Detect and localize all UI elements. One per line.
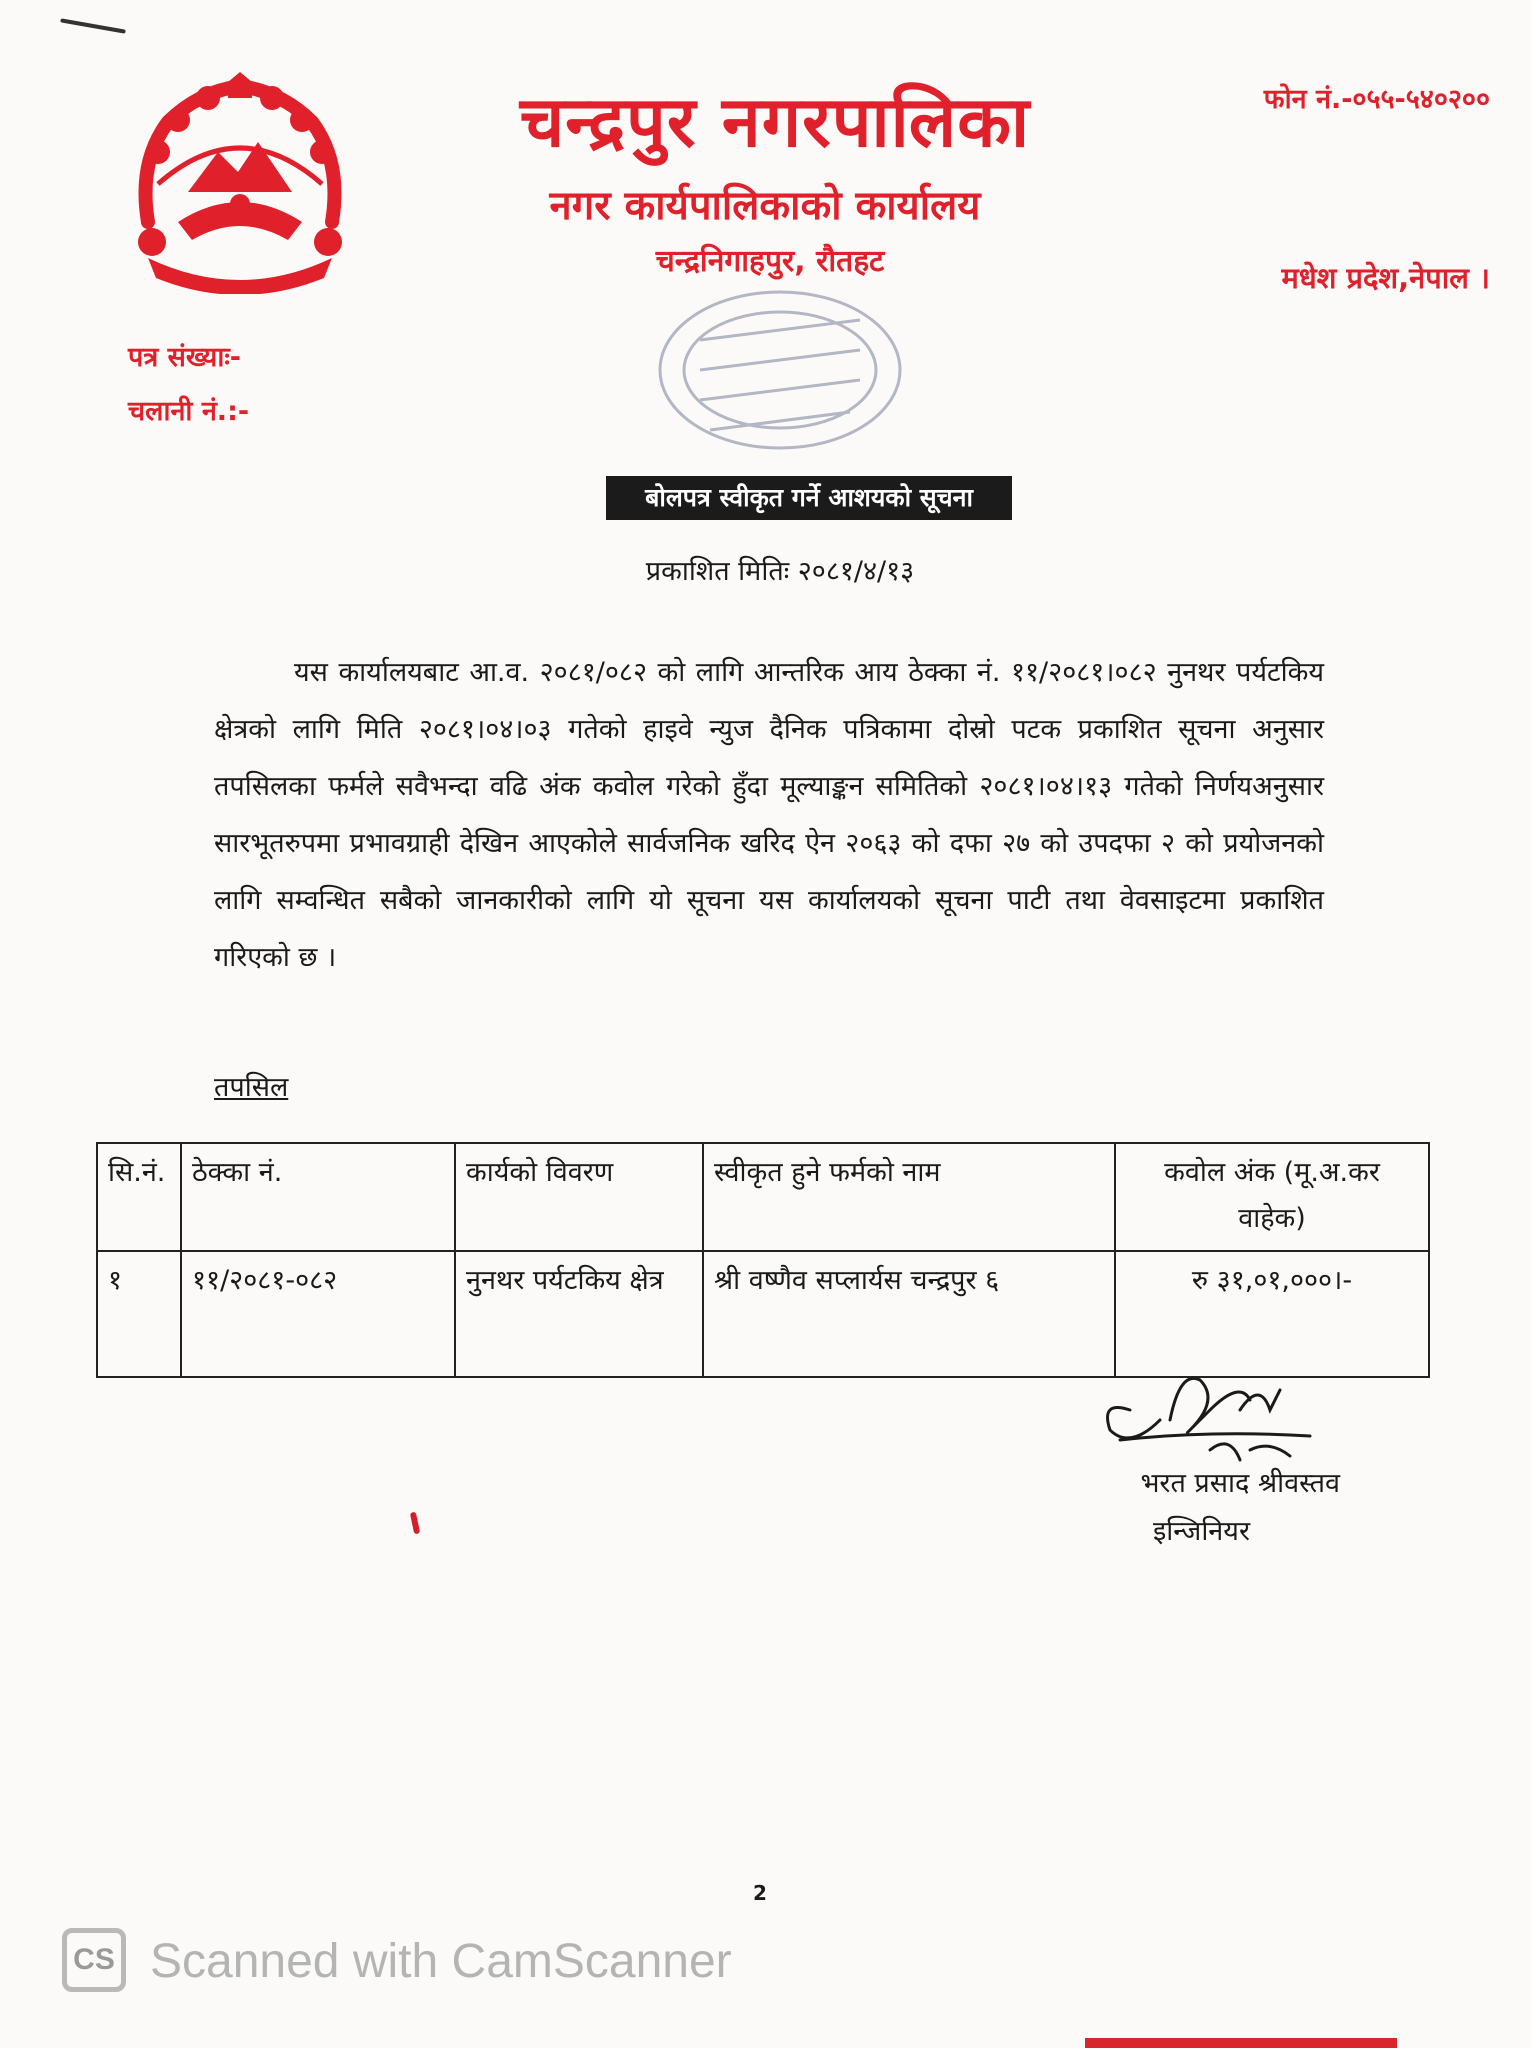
cell-work-description: नुनथर पर्यटकिय क्षेत्र <box>455 1251 703 1377</box>
scan-mark <box>60 18 126 33</box>
notice-body: यस कार्यालयबाट आ.व. २०८१/०८२ को लागि आन्तरिक आय ठेक्का नं. ११/२०८१।०८२ नुनथर पर्यटकिय क्षेत्रको लागि मिति २०८१।०४।०३ गतेको हाइवे न्युज दैनिक पत्रिकामा दोस्रो पटक प्रकाशित सूचना अनुसार तपसिलका फर्मले सवैभन्दा वढि अंक कवोल गरेको हुँदा मूल्याङ्कन समितिको २०८१।०४।१३ गतेको निर्णयअनुसार सारभूतरुपमा प्रभावग्राही देखिन आएकोले सार्वजनिक खरिद ऐन २०६३ को दफा २७ को उपदफा २ को प्रयोजनको लागि सम्वन्धित सबैको जानकारीको लागि यो सूचना यस कार्यालयको सूचना पाटी तथा वेवसाइटमा प्रकाशित गरिएको छ । <box>214 657 1324 973</box>
bottom-edge-mark <box>1085 2038 1397 2048</box>
award-table <box>96 1142 1430 1378</box>
cell-firm-name: श्री वष्णैव सप्लार्यस चन्द्रपुर ६ <box>703 1251 1115 1377</box>
office-name: नगर कार्यपालिकाको कार्यालय <box>549 183 981 229</box>
ink-mark <box>410 1512 420 1535</box>
header-work-description: कार्यको विवरण <box>455 1143 703 1251</box>
handwritten-signature-icon <box>1090 1350 1330 1470</box>
notice-title: बोलपत्र स्वीकृत गर्ने आशयको सूचना <box>606 476 1012 520</box>
office-stamp-icon <box>640 280 920 460</box>
province-label: मधेश प्रदेश,नेपाल । <box>1281 261 1490 295</box>
dispatch-number-label: चलानी नं.:- <box>128 396 250 427</box>
nepal-emblem-icon <box>128 72 352 294</box>
cell-serial: १ <box>97 1251 181 1377</box>
signatory-name: भरत प्रसाद श्रीवस्तव <box>1140 1468 1340 1499</box>
page-number: 2 <box>753 1881 767 1905</box>
office-address: चन्द्रनिगाहपुर, रौतहट <box>655 244 885 279</box>
org-name: चन्द्रपुर नगरपालिका <box>519 81 1031 163</box>
cell-bid-amount: रु ३१,०१,०००।- <box>1115 1251 1429 1377</box>
cell-contract-no: ११/२०८१-०८२ <box>181 1251 455 1377</box>
schedule-heading: तपसिल <box>214 1072 289 1103</box>
table-header-row <box>97 1143 1429 1251</box>
signatory-title: इन्जिनियर <box>1152 1516 1250 1547</box>
published-date: प्रकाशित मितिः २०८१/४/१३ <box>645 556 915 587</box>
camscanner-logo-icon: CS <box>62 1928 126 1992</box>
scanner-watermark: Scanned with CamScanner <box>150 1935 732 1988</box>
header-contract-no: ठेक्का नं. <box>181 1143 455 1251</box>
header-firm-name: स्वीकृत हुने फर्मको नाम <box>703 1143 1115 1251</box>
header-bid-amount: कवोल अंक (मू.अ.कर वाहेक) <box>1115 1143 1429 1251</box>
phone-number: फोन नं.-०५५-५४०२०० <box>1263 84 1490 115</box>
letter-number-label: पत्र संख्याः- <box>128 342 241 373</box>
header-serial: सि.नं. <box>97 1143 181 1251</box>
